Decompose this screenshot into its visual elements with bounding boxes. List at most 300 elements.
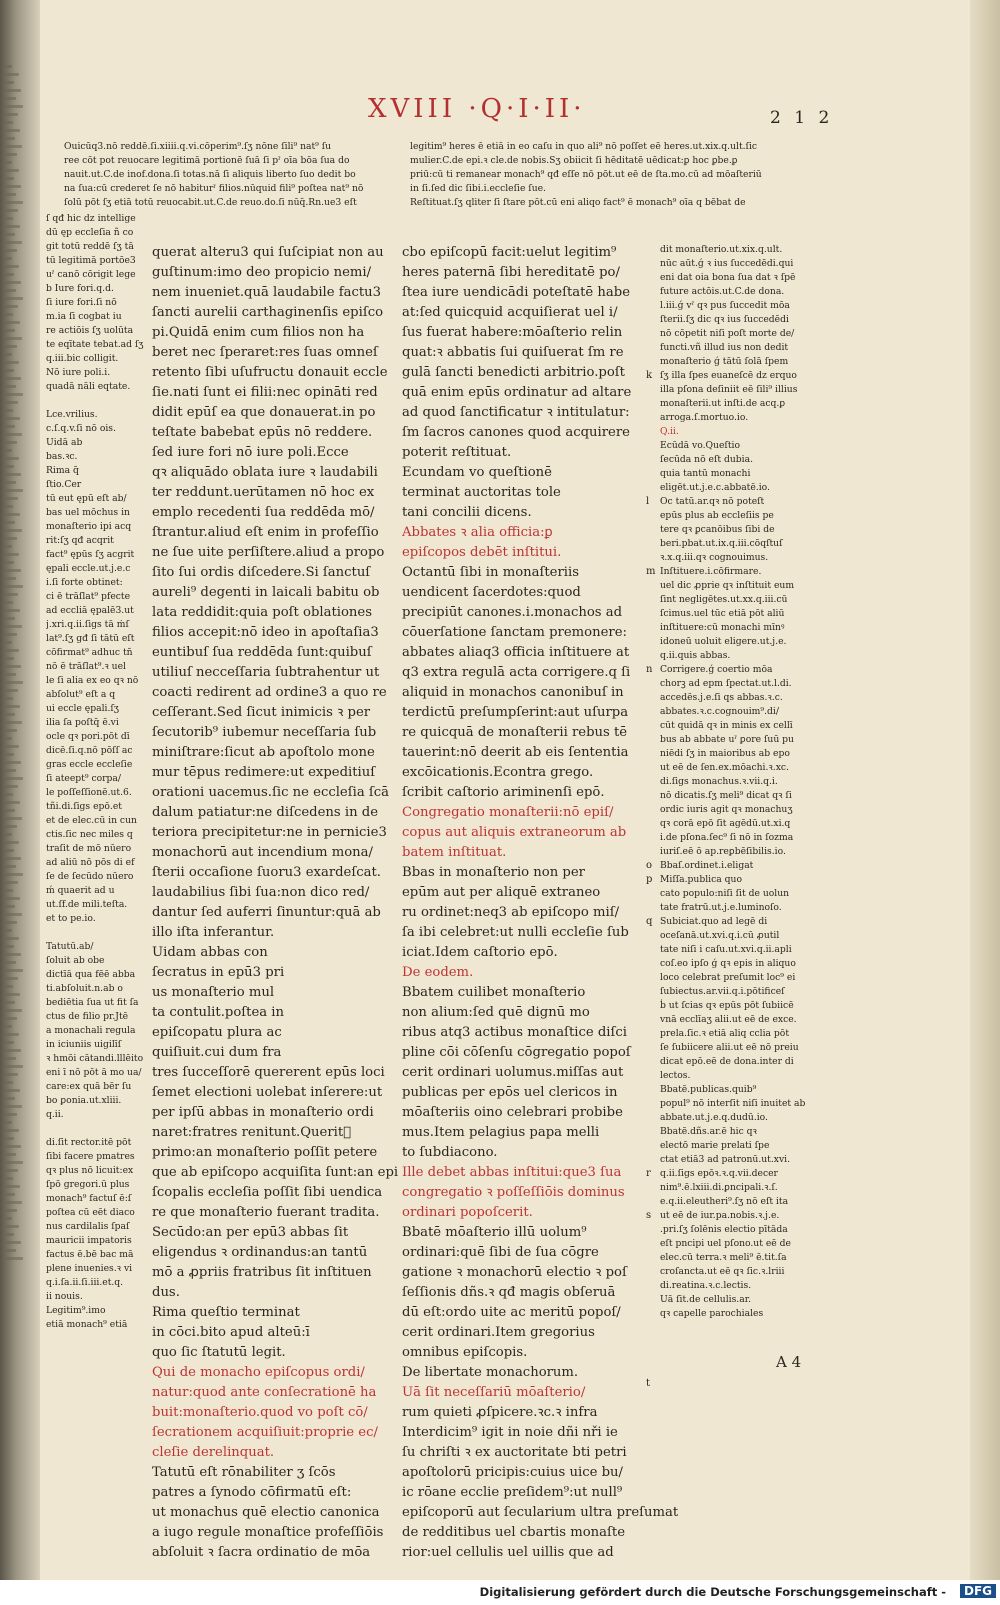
text-line: .pri.ſʒ ſolēnis electio pītāda: [660, 1224, 788, 1235]
text-line: pline cōi cōſenſu cōgregatio popoſ: [402, 1045, 631, 1060]
facing-line: [2, 1041, 14, 1044]
facing-line: [2, 409, 13, 412]
facing-line: [2, 1017, 17, 1020]
facing-line: [2, 209, 18, 212]
text-line: ſterii.ſʒ dic qꝛ ius ſuccedēdi: [660, 314, 789, 325]
facing-line: [2, 89, 21, 92]
facing-line: [2, 969, 23, 972]
text-line: ꝛ.x.q.iii.qꝛ cognouimus.: [660, 552, 769, 563]
facing-line: [2, 457, 19, 460]
text-line: De eodem.: [402, 965, 474, 980]
gloss-marker: q: [646, 916, 653, 927]
text-line: gras eccle eccleſie: [46, 759, 133, 770]
text-line: Lce.vrilius.: [46, 409, 98, 420]
text-line: Uā ſit neceſſariū mōaſterio/: [402, 1385, 586, 1400]
facing-line: [2, 705, 20, 708]
text-line: orationi uacemus.ſic ne eccleſia ſcā: [152, 785, 390, 800]
text-line: le poſſeſſionē.ut.6.: [46, 787, 132, 798]
text-line: Tatutū.ab/: [46, 941, 94, 952]
facing-line: [2, 1137, 14, 1140]
text-line: emplo recedenti ſua reddēda mō/: [152, 505, 375, 520]
text-line: Bbaſ.ordinet.i.eligat: [660, 860, 754, 871]
gloss-marker: r: [646, 1168, 651, 1179]
text-line: dicat epō.eē de dona.inter di: [660, 1056, 794, 1067]
facing-line: [2, 1233, 14, 1236]
facing-line: [2, 361, 19, 364]
facing-line: [2, 65, 12, 68]
text-line: ta contulit.poſtea in: [152, 1005, 285, 1020]
text-line: ci ē trāſlat⁹ pfecte: [46, 591, 131, 602]
text-line: coſ.eo ipſo ǵ qꝛ epis in aliquo: [660, 958, 796, 969]
gloss-marker: l: [646, 496, 650, 507]
text-line: rum quieti ꝓſpicere.ꝛc.ꝛ infra: [402, 1405, 598, 1420]
text-line: Rima q̄: [46, 465, 79, 476]
text-line: heres paternā ſibi hereditatē po/: [402, 265, 620, 280]
text-line: plene inuenies.ꝛ vi: [46, 1263, 133, 1274]
text-line: loco celebrat preſumit loc⁹ ei: [660, 972, 796, 983]
facing-line: [2, 857, 21, 860]
facing-line: [2, 1145, 21, 1148]
facing-line: [2, 793, 13, 796]
text-line: Rima queſtio terminat: [152, 1305, 300, 1320]
facing-line: [2, 713, 15, 716]
text-line: nō ē trāſlat⁹.ꝛ uel: [46, 661, 126, 672]
text-line: gatione ꝛ monachorū electio ꝛ poſ: [402, 1265, 627, 1280]
text-line: qꝛ aliquādo oblata iure ꝛ laudabili: [152, 465, 378, 480]
text-line: qꝛ plus nō licuit:ex: [46, 1165, 134, 1176]
facing-line: [2, 745, 19, 748]
text-line: ceſſerant.Sed ſicut inimicis ꝛ per: [152, 705, 371, 720]
text-line: le ſi alia ex eo qꝛ nō: [46, 675, 139, 686]
text-line: at:ſed quicquid acquiſierat uel i/: [402, 305, 618, 320]
text-line: dus.: [152, 1285, 180, 1300]
text-line: batem inſtituat.: [402, 845, 507, 860]
text-line: ſecutorib⁹ iubemur neceſſaria ſub: [152, 725, 377, 740]
text-line: congregatio ꝛ poſſeſſiōis dominus: [402, 1185, 625, 1200]
text-line: Ille debet abbas inſtitui:que3 ſua: [402, 1165, 622, 1180]
facing-line: [2, 1089, 20, 1092]
text-line: ſtea iure uendicādi poteſtatē habe: [402, 285, 631, 300]
text-line: miniſtrare:ſicut ab apoſtolo mone: [152, 745, 375, 760]
facing-line: [2, 873, 23, 876]
text-line: lat⁹.ſʒ gđ ſi tātū eſt: [46, 633, 135, 644]
text-line: mus.Item pelagius papa melli: [402, 1125, 600, 1140]
text-line: Qui de monacho epiſcopus ordi/: [152, 1365, 365, 1380]
facing-line: [2, 841, 19, 844]
text-line: ctis.ſic nec miles q: [46, 829, 133, 840]
facing-line: [2, 257, 12, 260]
facing-line: [2, 201, 23, 204]
text-line: mulier.C.de epi.ꝛ cle.de nobis.Sʒ obiicit ſi hēditatē uēdicat:ꝑ hoc ꝑbe.ꝑ: [410, 155, 738, 166]
text-line: vnā ecclīaʒ alii.ut eē de exce.: [660, 1014, 797, 1025]
text-line: ſtrantur.aliud eſt enim in profeſſio: [152, 525, 379, 540]
text-line: priū:cū ti remanear monach⁹ qđ eſſe nō pōt.ut eē de ſta.mo.cū ad mōaſteriū: [410, 169, 762, 180]
folio-number: 2 1 2: [770, 108, 834, 128]
facing-line: [2, 785, 18, 788]
text-line: pi.Quidā enim cum filios non ha: [152, 325, 365, 340]
facing-line: [2, 689, 18, 692]
text-line: guſtinum:imo deo propicio nemi/: [152, 265, 372, 280]
facing-line: [2, 1057, 16, 1060]
text-line: dit monaſterio.ut.xix.q.ult.: [660, 244, 783, 255]
gloss-top-right: [410, 140, 762, 210]
text-line: nus cardilalis ſpaſ: [46, 1221, 130, 1232]
text-line: di.reatina.ꝛ.c.lectis.: [660, 1280, 752, 1291]
facing-line: [2, 241, 22, 244]
text-line: tere qꝛ ꝑcanōibus ſibi de: [660, 524, 775, 535]
text-line: c.ſ.q.v.ſi nō ois.: [46, 423, 116, 434]
facing-line: [2, 105, 23, 108]
facing-line: [2, 433, 22, 436]
text-line: laudabilius ſibi ſua:non dico red/: [152, 885, 370, 900]
text-line: care:ex quā bēr ſu: [46, 1081, 132, 1092]
text-line: b Iure fori.q.d.: [46, 283, 114, 294]
facing-line: [2, 449, 12, 452]
text-line: rior:uel cellulis uel uillis que ad: [402, 1545, 614, 1560]
facing-line: [2, 673, 16, 676]
text-line: ad quod ſanctificatur ꝛ intitulatur:: [402, 405, 630, 420]
text-line: ḃ ut ſcias qꝛ epūs pōt ſubiicē: [660, 1000, 794, 1011]
gloss-marker: o: [646, 860, 653, 871]
text-line: ru ordinet:neq3 ab epiſcopo miſ/: [402, 905, 620, 920]
text-line: quā enim epūs ordinatur ad altare: [402, 385, 632, 400]
text-line: dantur ſed auferri ſinuntur:quā ab: [152, 905, 381, 920]
text-line: uˀ canō cōrigit lege: [46, 269, 136, 280]
facing-line: [2, 697, 13, 700]
text-line: nūc aūt.ǵ ꝛ ius ſuccedēdi.qui: [660, 258, 794, 269]
text-line: dicē.ſi.q.nō pōſſ ac: [46, 745, 133, 756]
text-line: ut.ſf.de mili.teſta.: [46, 899, 128, 910]
facing-line: [2, 425, 15, 428]
facing-line: [2, 1097, 15, 1100]
text-line: iciat.Idem caſtorio epō.: [402, 945, 558, 960]
facing-line: [2, 329, 15, 332]
text-line: abbates aliaq3 officia inſtituere at: [402, 645, 630, 660]
text-line: filios accepit:nō ideo in apoſtaſia3: [152, 625, 379, 640]
facing-line: [2, 585, 23, 588]
text-line: ḿ quaerit ad u: [46, 885, 115, 896]
text-line: querat alteru3 qui ſuſcipiat non au: [152, 245, 384, 260]
text-line: Bbatē.dñs.ar.ē hic qꝛ: [660, 1126, 757, 1137]
text-line: [46, 926, 144, 940]
text-line: Oc tatū.ar.qꝛ nō poteſt: [660, 496, 765, 507]
facing-line: [2, 465, 14, 468]
text-line: illo iſta inferantur.: [152, 925, 275, 940]
text-line: fact⁹ ępūs ſʒ acgrit: [46, 549, 135, 560]
text-line: dū eſt:ordo uite ac meritū popoſ/: [402, 1305, 621, 1320]
facing-line: [2, 73, 19, 76]
signature-mark: A 4: [776, 1353, 802, 1371]
text-line: abbates.ꝛ.c.cognouim⁹.di/: [660, 706, 779, 717]
facing-line: [2, 1025, 12, 1028]
text-line: ad eccliā ępalē3.ut: [46, 605, 134, 616]
facing-page-edge: [0, 60, 22, 1560]
text-line: Corrigere.ǵ coertio mōa: [660, 664, 773, 675]
text-line: ſterii occaſione ſuoru3 exardeſcat.: [152, 865, 381, 880]
text-line: nauit.ut.C.de inof.dona.ſi totas.nā ſi aliquis liberto ſuo dedit bo: [64, 169, 356, 180]
text-line: cerit ordinari.Item gregorius: [402, 1325, 595, 1340]
text-line: ordic iuris agit qꝛ monachuʒ: [660, 804, 793, 815]
facing-line: [2, 1121, 12, 1124]
text-line: ſoluit ab obe: [46, 955, 105, 966]
text-line: abſoluit ꝛ ſacra ordinatio de mōa: [152, 1545, 371, 1560]
text-line: ſed iure fori nō iure poli.Ecce: [152, 445, 349, 460]
facing-line: [2, 417, 20, 420]
text-line: i.de pſona.ſec⁹ ſi nō in ſozma: [660, 832, 794, 843]
text-line: et de elec.cū in cun: [46, 815, 137, 826]
text-line: eni dat oia bona ſua dat ꝛ ſpē: [660, 272, 796, 283]
facing-line: [2, 537, 17, 540]
text-line: copus aut aliquis extraneorum ab: [402, 825, 627, 840]
dfg-logo: DFG: [960, 1584, 996, 1598]
text-line: beri.pbat.ut.ix.q.iii.cōqſtuſ: [660, 538, 783, 549]
text-line: niēdi ſʒ in maioribus ab epo: [660, 748, 790, 759]
facing-line: [2, 497, 18, 500]
text-line: croſancta.ut eē qꝛ ſic.ꝛ.lriii: [660, 1266, 785, 1277]
text-line: beret nec ſperaret:res ſuas omneſ: [152, 345, 378, 360]
text-line: Octantū ſibi in monaſteriis: [402, 565, 579, 580]
gloss-marker: k: [646, 370, 653, 381]
facing-line: [2, 513, 20, 516]
text-line: cōuerſatione ſanctam premonere:: [402, 625, 627, 640]
text-line: Tatutū eſt rōnabiliter ʒ ſcōs: [152, 1465, 336, 1480]
text-line: eſt pncipi uel pſono.ut eē de: [660, 1238, 791, 1249]
text-line: oceſanā.ut.xvi.q.i.cū ꝓutil: [660, 930, 780, 941]
text-line: ſecūda nō eſt dubia.: [660, 454, 754, 465]
text-line: ſe de ſecūdo nūero: [46, 871, 134, 882]
facing-line: [2, 1169, 18, 1172]
text-line: ctat etiā3 ad patronū.ut.xvi.: [660, 1154, 791, 1165]
facing-line: [2, 473, 21, 476]
text-line: functi.vñ illud ius non dedit: [660, 342, 789, 353]
text-column-2: [402, 243, 678, 1563]
text-line: uel dic ꝓprie qꝛ inſtituit eum: [660, 580, 795, 591]
facing-line: [2, 681, 23, 684]
facing-line: [2, 121, 13, 124]
facing-line: [2, 833, 12, 836]
facing-line: [2, 217, 13, 220]
text-line: tū legitimā portōe3: [46, 255, 136, 266]
text-line: dalum patiatur:ne diſcedens in de: [152, 805, 379, 820]
facing-line: [2, 169, 19, 172]
text-line: ſecrationem acquiſiuit:proprie ec/: [152, 1425, 378, 1440]
text-line: ſecratus in epū3 pri: [152, 965, 285, 980]
text-line: electō marie prelati ſpe: [660, 1140, 770, 1151]
facing-line: [2, 441, 17, 444]
facing-line: [2, 81, 14, 84]
text-line: et to pe.io.: [46, 913, 96, 924]
page-edge: [970, 0, 1000, 1580]
text-line: Reſtituat.ſʒ qliter ſi ſtare pōt.cū eni aliqo fact⁹ ē monach⁹ oīa q bēbat de: [410, 197, 746, 208]
text-line: q.ii.: [46, 1109, 64, 1120]
facing-line: [2, 1001, 15, 1004]
text-line: ii nouis.: [46, 1291, 83, 1302]
text-line: mō a ꝓpriis fratribus ſit inſtituen: [152, 1265, 372, 1280]
text-line: q.i.ſa.ii.ſi.iii.et.q.: [46, 1277, 124, 1288]
text-line: buit:monaſterio.quod vo poſt cō/: [152, 1405, 368, 1420]
facing-line: [2, 625, 22, 628]
text-line: Interdicim⁹ igit in noie dñi nři ie: [402, 1425, 618, 1440]
text-line: ctus de filio pr.Jtē: [46, 1011, 129, 1022]
text-line: patres a ſynodo cōfirmatū eſt:: [152, 1485, 352, 1500]
facing-line: [2, 265, 19, 268]
facing-line: [2, 761, 21, 764]
text-line: q3 extra regulā acta corrigere.q ſi: [402, 665, 631, 680]
text-line: monachorū aut incendium mona/: [152, 845, 373, 860]
facing-line: [2, 665, 21, 668]
facing-line: [2, 145, 22, 148]
text-line: ſi iure fori.ſi nō: [46, 297, 117, 308]
text-line: e.q.ii.eleutheri⁹.ſʒ nō eſt ita: [660, 1196, 789, 1207]
text-line: ſubiectus.ar.vii.q.i.pōtificeſ: [660, 986, 785, 997]
facing-line: [2, 1033, 19, 1036]
facing-line: [2, 193, 16, 196]
text-line: Bbatē.publicas.quib⁹: [660, 1084, 757, 1095]
text-line: epūm aut per aliquē extraneo: [402, 885, 601, 900]
facing-line: [2, 393, 23, 396]
facing-line: [2, 1257, 23, 1260]
facing-line: [2, 809, 15, 812]
text-line: ad aliū nō pōs di ef: [46, 857, 135, 868]
text-line: bas uel mōchus in: [46, 507, 130, 518]
facing-line: [2, 337, 22, 340]
text-line: factus ē.bē bac mā: [46, 1249, 134, 1260]
text-line: Uidam abbas con: [152, 945, 268, 960]
text-line: bus ab abbate uˀ ꝑore ſuū pu: [660, 734, 794, 745]
text-line: dictīā qua fēē abba: [46, 969, 136, 980]
text-line: tani concilii dicens.: [402, 505, 532, 520]
text-line: in ſi.ſed dic ſibi.i.eccleſie ſue.: [410, 183, 546, 194]
gloss-marker: n: [646, 664, 653, 675]
text-line: nō cōpetit niſi poſt morte de/: [660, 328, 795, 339]
text-line: cōfirmat⁹ adhuc tn̄: [46, 647, 133, 658]
text-line: didit epūſ ea que donauerat.in po: [152, 405, 376, 420]
text-line: teſtate babebat epūs nō reddere.: [152, 425, 373, 440]
text-line: ſolū pōt ſʒ etiā totū reuocabit.ut.C.de reuo.do.ſi nūq̄.Rn.ue3 eſt: [64, 197, 357, 208]
facing-line: [2, 1153, 16, 1156]
text-line: tū eut ępū eſt ab/: [46, 493, 127, 504]
text-line: ſa ibi celebret:ut nulli eccleſie ſub: [402, 925, 629, 940]
text-line: idoneū uoluit eligere.ut.j.e.: [660, 636, 787, 647]
facing-line: [2, 633, 17, 636]
text-line: rit:ſʒ qđ acqrit: [46, 535, 114, 546]
text-line: Abbates ꝛ alia officia:ꝑ: [402, 525, 553, 540]
text-line: ut monachus quē electio canonica: [152, 1505, 380, 1520]
text-line: de redditibus uel cbartis monaſte: [402, 1525, 626, 1540]
text-line: ordinari popoſcerit.: [402, 1205, 533, 1220]
facing-line: [2, 1185, 20, 1188]
text-line: ilia ſa poſtq̄ ē.vi: [46, 717, 119, 728]
text-line: ſcimus.uel tūc etiā pōt aliū: [660, 608, 785, 619]
text-line: future actōis.ut.C.de dona.: [660, 286, 785, 297]
text-line: ſʒ illa ſpes euaneſcē dz erquo: [660, 370, 797, 381]
facing-line: [2, 601, 13, 604]
text-line: [46, 1122, 144, 1136]
text-line: ſcopalis eccleſia poſſit ſibi uendica: [152, 1185, 383, 1200]
text-line: natur:quod ante conſecrationē ha: [152, 1385, 377, 1400]
text-line: di.ſigs monachus.ꝛ.vii.q.i.: [660, 776, 778, 787]
facing-line: [2, 913, 22, 916]
facing-line: [2, 921, 17, 924]
facing-line: [2, 1177, 13, 1180]
text-line: ſcribit caſtorio ariminenſi epō.: [402, 785, 605, 800]
facing-line: [2, 905, 15, 908]
facing-line: [2, 1113, 17, 1116]
text-line: cleſie derelinquat.: [152, 1445, 275, 1460]
facing-line: [2, 737, 12, 740]
facing-line: [2, 97, 16, 100]
facing-line: [2, 153, 17, 156]
text-line: Subiciat.quo ad legē di: [660, 916, 768, 927]
text-line: ſeſſionis dñs.ꝛ qđ magis obſeruā: [402, 1285, 616, 1300]
facing-line: [2, 993, 20, 996]
facing-line: [2, 945, 14, 948]
text-line: naret:fratres renitunt.Queritᷣ: [152, 1125, 352, 1140]
facing-line: [2, 753, 14, 756]
text-line: bas.ꝛc.: [46, 451, 78, 462]
text-line: q.ii.quis abbas.: [660, 650, 731, 661]
facing-line: [2, 249, 17, 252]
text-line: arroga.ſ.mortuo.io.: [660, 412, 749, 423]
facing-line: [2, 889, 13, 892]
text-line: q.iii.bic colligit.: [46, 353, 119, 364]
facing-line: [2, 881, 18, 884]
text-line: in iciuniis uigilīſ: [46, 1039, 122, 1050]
facing-line: [2, 345, 17, 348]
text-line: mur tēpus redimere:ut expeditiuſ: [152, 765, 376, 780]
text-line: eni ī nō pōt ā mo ua/: [46, 1067, 142, 1078]
facing-line: [2, 769, 16, 772]
text-line: nō dicatis.ſʒ meli⁹ dicat qꝛ ſi: [660, 790, 792, 801]
text-line: De libertate monachorum.: [402, 1365, 579, 1380]
text-line: eligēt.ut.j.e.c.abbatē.io.: [660, 482, 770, 493]
facing-line: [2, 1193, 15, 1196]
facing-line: [2, 1249, 16, 1252]
text-line: iuriſ.eē ō ap.reꝑbēſibilis.io.: [660, 846, 786, 857]
text-line: ſm ſacros canones quod acquirere: [402, 425, 630, 440]
text-line: ępali eccle.ut.j.e.c: [46, 563, 131, 574]
text-column-1: [152, 243, 398, 1563]
text-line: omnibus epiſcopis.: [402, 1345, 528, 1360]
text-line: ſus fuerat habere:mōaſterio relin: [402, 325, 623, 340]
facing-line: [2, 609, 20, 612]
facing-line: [2, 489, 23, 492]
text-line: legitim⁹ heres ē etiā in eo caſu in quo ali⁹ nō poſſet eē heres.ut.xix.q.ult.ſic: [410, 141, 758, 152]
text-line: gulā ſancti benedicti arbitrio.poſt: [402, 365, 625, 380]
text-line: Legitim⁹.imo: [46, 1305, 106, 1316]
facing-line: [2, 529, 22, 532]
running-title: XVIII ·Q·I·II·: [368, 94, 586, 124]
text-line: per ipſū abbas in monaſterio ordi: [152, 1105, 374, 1120]
text-line: ui eccle ępali.ſʒ: [46, 703, 119, 714]
facing-line: [2, 321, 20, 324]
facing-line: [2, 977, 18, 980]
text-line: Nō iure poli.i.: [46, 367, 111, 378]
facing-line: [2, 1073, 18, 1076]
text-line: ſu chriſti ꝛ ex auctoritate bti petri: [402, 1445, 627, 1460]
text-line: ter reddunt.uerūtamen nō hoc ex: [152, 485, 375, 500]
text-line: aureli⁹ degenti in laicali babitu ob: [152, 585, 380, 600]
facing-line: [2, 593, 18, 596]
gloss-left-column: [46, 212, 144, 1332]
text-line: Q.ii.: [660, 426, 679, 437]
facing-line: [2, 273, 14, 276]
facing-line: [2, 777, 23, 780]
facing-line: [2, 1201, 22, 1204]
text-line: prela.ſic.ꝛ etiā aliq cclia pōt: [660, 1028, 790, 1039]
facing-line: [2, 281, 21, 284]
text-line: git totū reddē ſʒ tā: [46, 241, 134, 252]
